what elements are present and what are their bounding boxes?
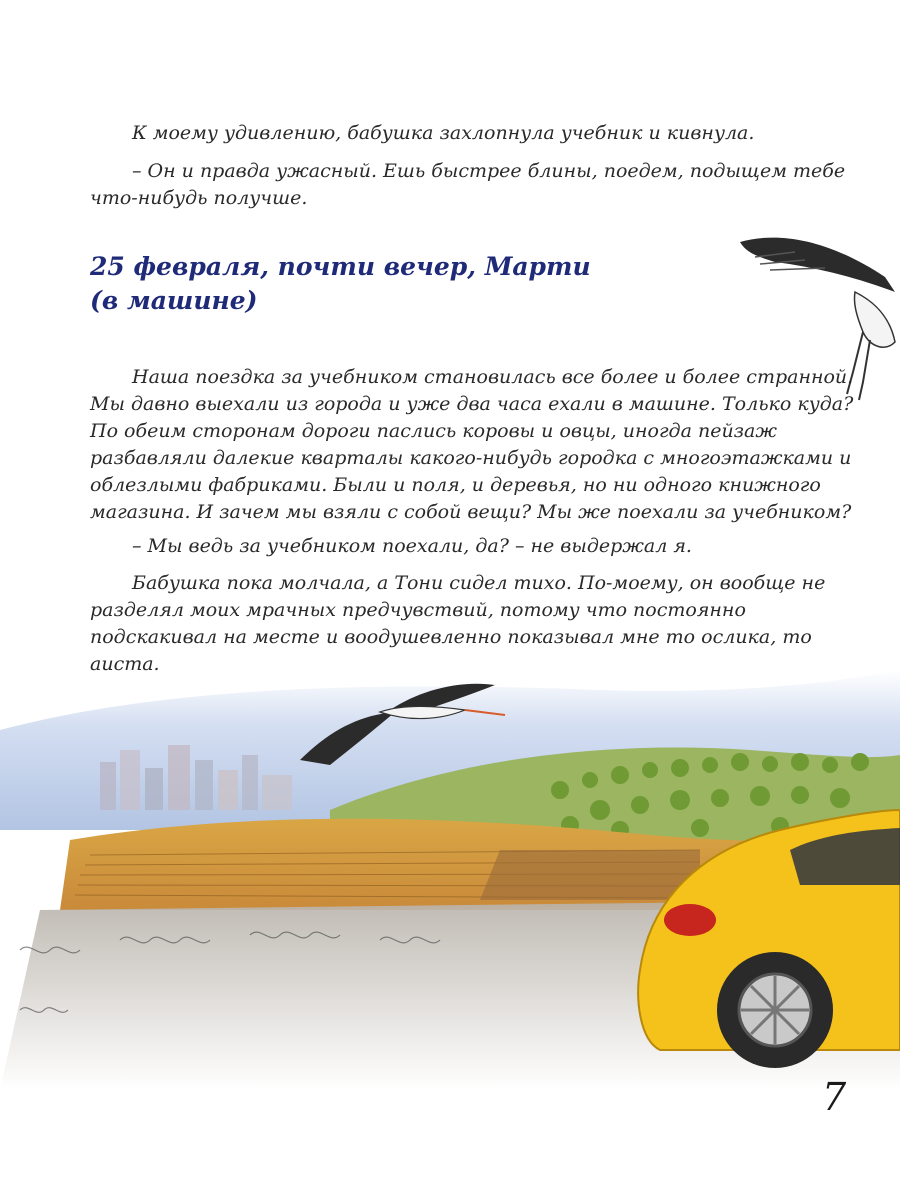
plowed-field [480,850,700,900]
page-number: 7 [822,1075,847,1119]
car-taillight [664,904,716,936]
chapter-heading [90,250,690,318]
paragraph-4: – Мы ведь за учебником поехали, да? – не выдержал я. [132,535,692,557]
chapter-heading-line-1: 25 февраля, почти вечер, Марти [90,252,591,281]
paragraph-2: – Он и правда ужасный. Ешь быстрее блины, поедем, подыщем тебе что-нибудь получше. [90,160,846,209]
paragraph-5: Бабушка пока молчала, а Тони сидел тихо. По-моему, он вообще не разделял моих мрачных предчувствий, потому что постоянно подскакивал на месте и воодушевленно показывал мне то ослика, то аиста. [90,572,826,675]
landscape-illustration [0,650,900,1090]
stork-wing [740,238,895,292]
chapter-heading-line-2: (в машине) [90,286,258,315]
paragraph-1: К моему удивлению, бабушка захлопнула учебник и кивнула. [132,122,755,144]
paragraph-3: Наша поездка за учебником становилась все более и более странной. Мы давно выехали из города и уже два часа ехали в машине. Только куда? По обеим сторонам дороги паслись коровы и овцы, иногда пейзаж разбавляли далекие кварталы какого-нибудь городка с многоэтажками и облезлыми фабриками. Были и поля, и деревья, но ни одного книжного магазина. И зачем мы взяли с собой вещи? Мы же поехали за учебником? [90,366,854,523]
